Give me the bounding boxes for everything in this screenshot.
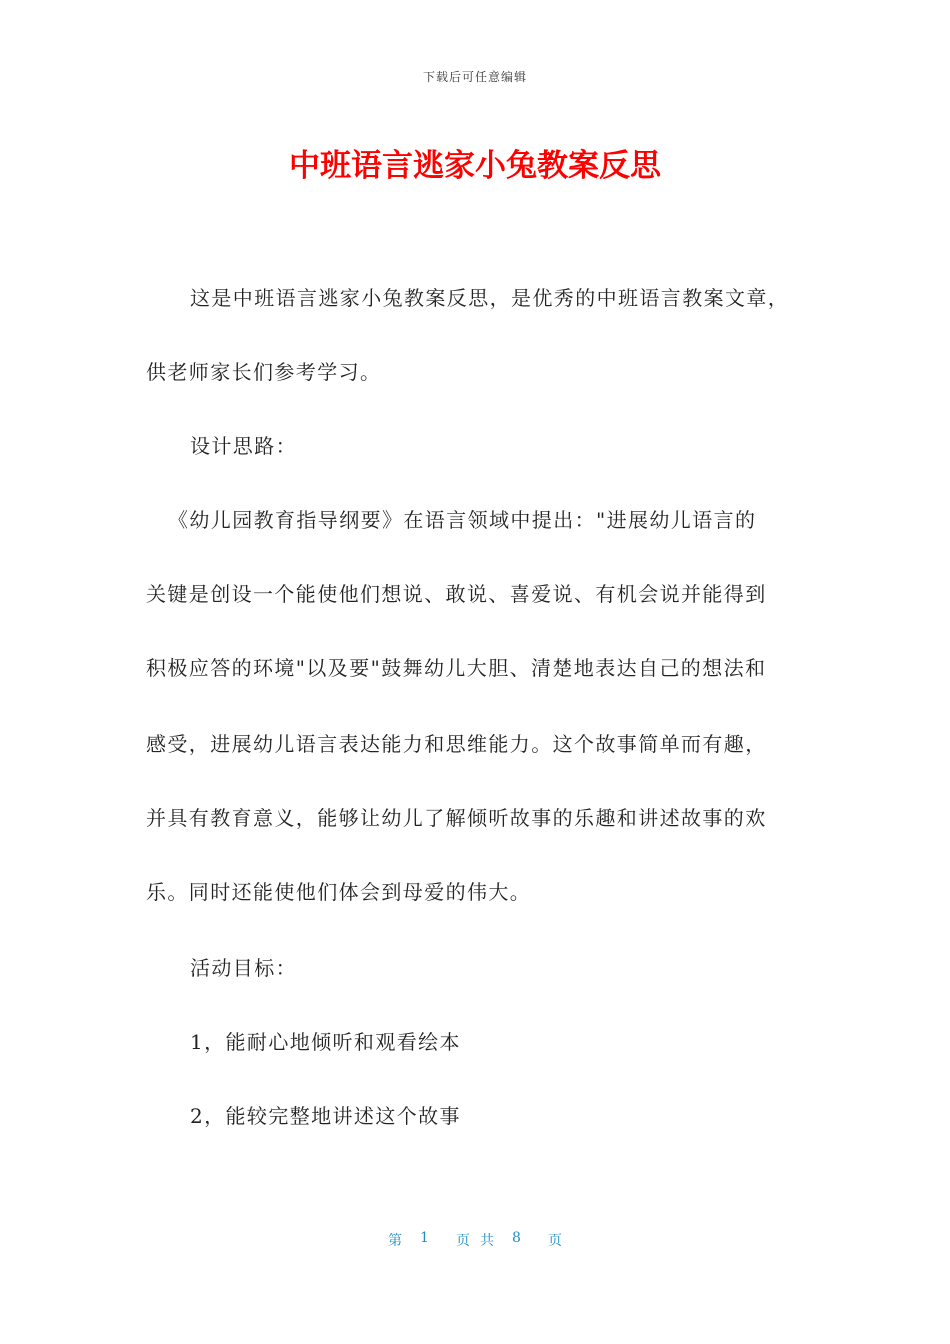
paragraph-line: 积极应答的环境"以及要"鼓舞幼儿大胆、清楚地表达自己的想法和 bbox=[146, 656, 767, 680]
page-label-mid: 页共 bbox=[456, 1233, 504, 1249]
document-title: 中班语言逃家小兔教案反思 bbox=[289, 148, 661, 184]
paragraph-line: 感受，进展幼儿语言表达能力和思维能力。这个故事简单而有趣， bbox=[146, 732, 767, 756]
section-heading: 活动目标： bbox=[190, 956, 297, 980]
header-note: 下载后可任意编辑 bbox=[422, 70, 527, 84]
paragraph-line: 《幼儿园教育指导纲要》在语言领域中提出："进展幼儿语言的 bbox=[168, 508, 757, 532]
list-item: 1，能耐心地倾听和观看绘本 bbox=[190, 1030, 461, 1054]
paragraph-line: 这是中班语言逃家小兔教案反思，是优秀的中班语言教案文章， bbox=[190, 286, 790, 310]
paragraph-line: 关键是创设一个能使他们想说、敢说、喜爱说、有机会说并能得到 bbox=[146, 582, 767, 606]
list-item: 2，能较完整地讲述这个故事 bbox=[190, 1104, 461, 1128]
section-heading: 设计思路： bbox=[190, 434, 297, 458]
page-label-prefix: 第 bbox=[388, 1233, 402, 1249]
paragraph-line: 乐。同时还能使他们体会到母爱的伟大。 bbox=[146, 880, 532, 904]
paragraph-line: 并具有教育意义，能够让幼儿了解倾听故事的乐趣和讲述故事的欢 bbox=[146, 806, 767, 830]
total-pages-number: 8 bbox=[512, 1230, 521, 1246]
current-page-number: 1 bbox=[420, 1230, 429, 1246]
page-label-suffix: 页 bbox=[548, 1233, 562, 1249]
paragraph-line: 供老师家长们参考学习。 bbox=[146, 360, 382, 384]
